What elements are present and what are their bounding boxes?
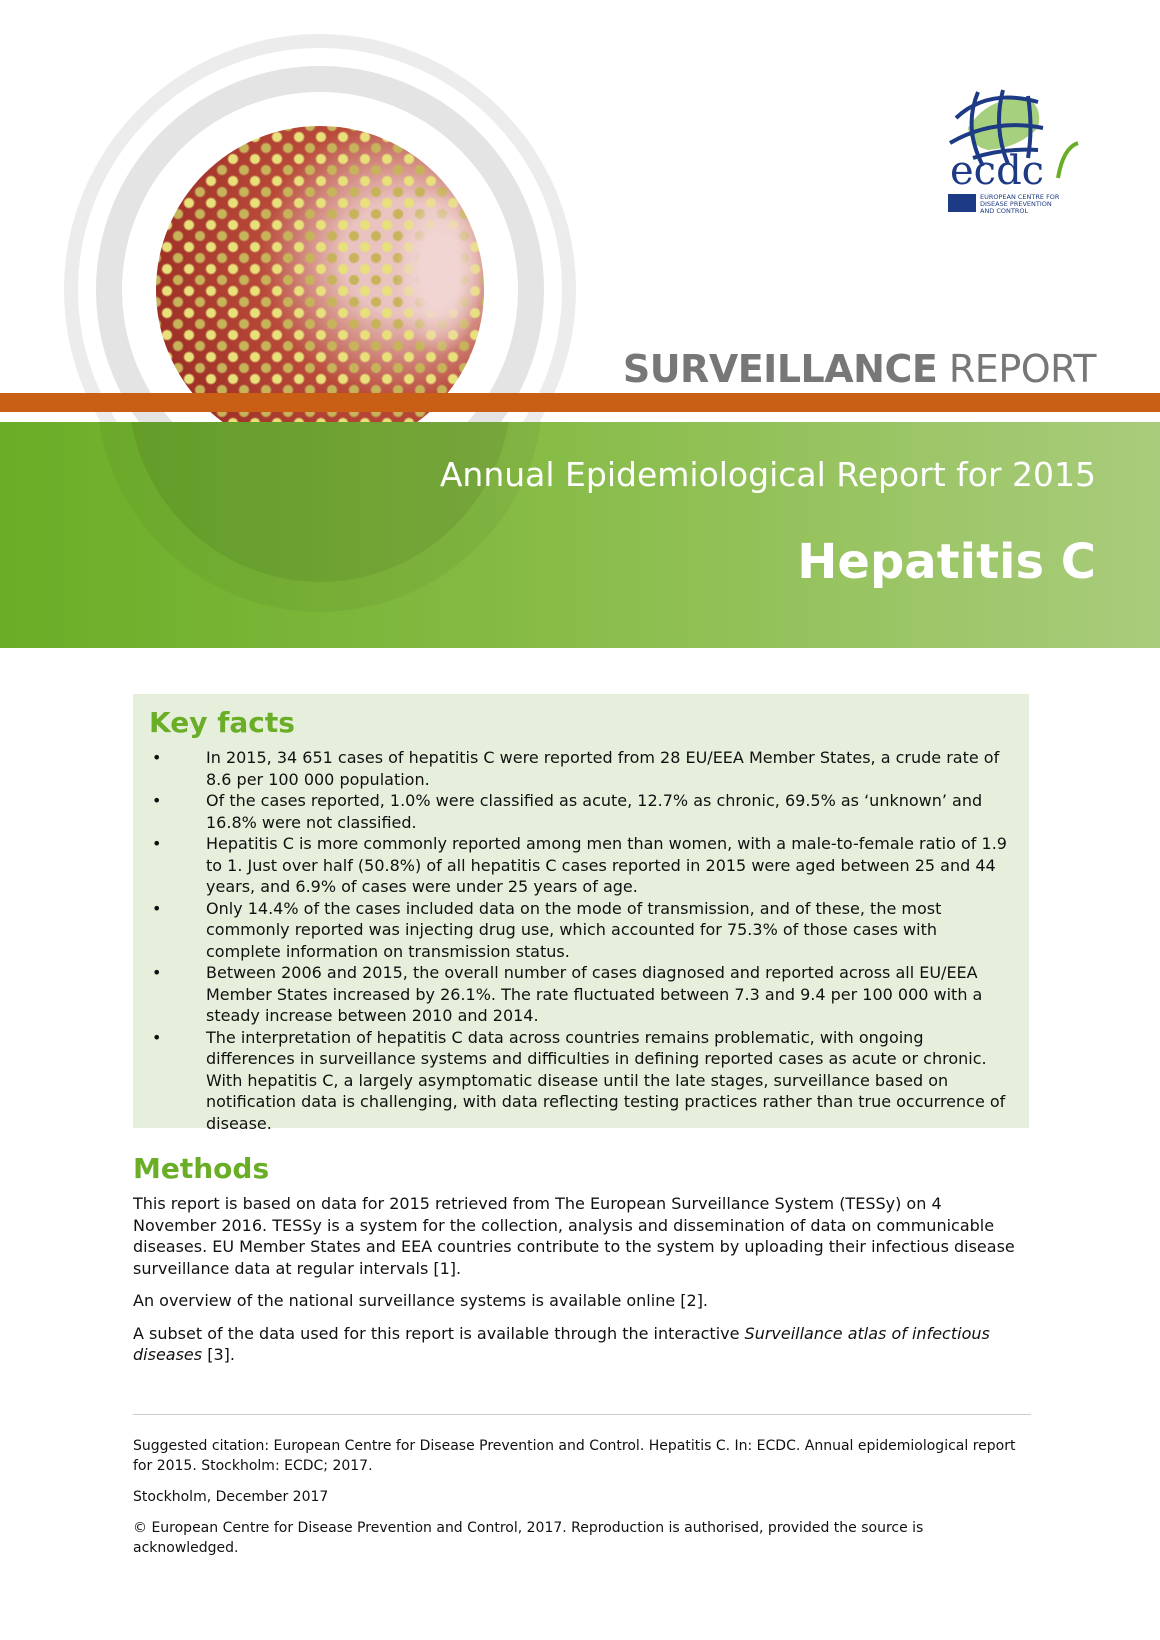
key-fact-item: • In 2015, 34 651 cases of hepatitis C were reported from 28 EU/EEA Member States, a crude rate of 8.6 per 100 000 population. (149, 747, 1007, 790)
footer-divider (133, 1414, 1031, 1415)
methods-paragraph: An overview of the national surveillance systems is available online [2]. (133, 1291, 709, 1310)
svg-text:AND CONTROL: AND CONTROL (980, 207, 1029, 215)
place-date: Stockholm, December 2017 (133, 1489, 329, 1505)
svg-text:ecdc: ecdc (950, 148, 1045, 194)
ecdc-logo (948, 88, 1108, 228)
methods-paragraph: A subset of the data used for this report is available through the interactive Surveillance atlas of infectious diseases [3]. (133, 1323, 990, 1364)
report-type-label: SURVEILLANCE REPORT (622, 347, 1096, 391)
key-fact-item: • Only 14.4% of the cases included data on the mode of transmission, and of these, the most commonly reported was injecting drug use, which accounted for 75.3% of those cases with complete information on transmission status. (149, 898, 1007, 963)
footer (133, 1436, 1033, 1569)
svg-text:DISEASE PREVENTION: DISEASE PREVENTION (980, 200, 1052, 208)
suggested-citation: Suggested citation: European Centre for Disease Prevention and Control. Hepatitis C. In: ECDC. Annual epidemiological report for 2015. Stockholm: ECDC; 2017. (133, 1438, 1016, 1474)
key-fact-item: • Hepatitis C is more commonly reported among men than women, with a male-to-female ratio of 1.9 to 1. Just over half (50.8%) of all hepatitis C cases reported in 2015 were aged between 25 and 44 years, and 6.9% of cases were under 25 years of age. (149, 833, 1007, 898)
copyright: © European Centre for Disease Prevention and Control, 2017. Reproduction is authorised, provided the source is acknowledged. (133, 1520, 924, 1556)
atlas-link[interactable]: Surveillance atlas of infectious diseases (133, 1323, 990, 1364)
report-title: Hepatitis C (797, 534, 1096, 590)
key-fact-item: • The interpretation of hepatitis C data across countries remains problematic, with ongoing differences in surveillance systems and difficulties in defining reported cases as acute or chronic. With hepatitis C, a largely asymptomatic disease until the late stages, surveillance based on notification data is challenging, with data reflecting testing practices rather than true occurrence of disease. (149, 1027, 1007, 1135)
svg-text:EUROPEAN CENTRE FOR: EUROPEAN CENTRE FOR (980, 193, 1060, 201)
key-fact-item: • Of the cases reported, 1.0% were classified as acute, 12.7% as chronic, 69.5% as ‘unknown’ and 16.8% were not classified. (149, 790, 1007, 833)
key-fact-item: • Between 2006 and 2015, the overall number of cases diagnosed and reported across all EU/EEA Member States increased by 26.1%. The rate fluctuated between 7.3 and 9.4 per 100 000 with a steady increase between 2010 and 2014. (149, 962, 1007, 1027)
report-subtitle: Annual Epidemiological Report for 2015 (439, 455, 1096, 494)
orange-band (0, 393, 1160, 412)
methods-section (133, 1152, 1028, 1377)
methods-heading: Methods (133, 1152, 270, 1185)
key-facts-box (133, 694, 1029, 1133)
methods-paragraph: This report is based on data for 2015 retrieved from The European Surveillance System (TESSy) on 4 November 2016. TESSy is a system for the collection, analysis and dissemination of data on communicable diseases. EU Member States and EEA countries contribute to the system by uploading their infectious disease surveillance data at regular intervals [1]. (133, 1194, 1015, 1278)
key-facts-heading: Key facts (149, 706, 295, 739)
